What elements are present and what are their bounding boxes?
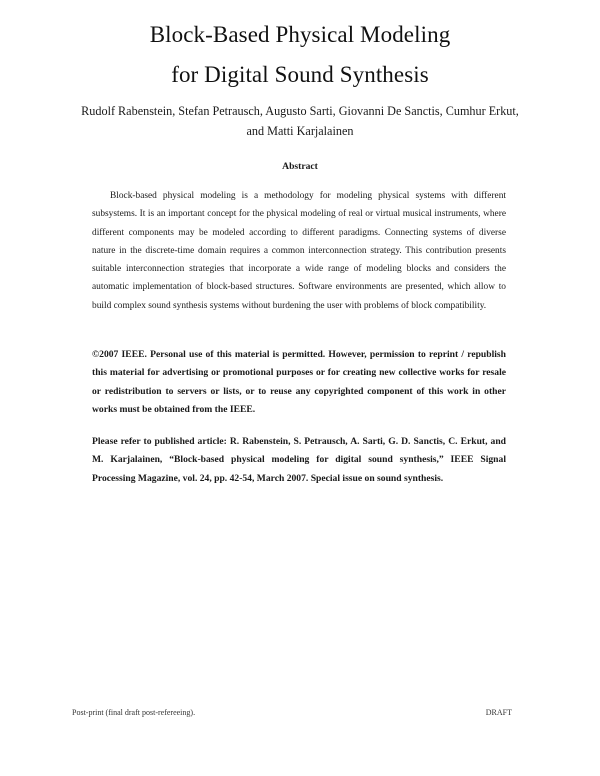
- abstract-heading: Abstract: [282, 161, 318, 172]
- paper-title-line-1: Block-Based Physical Modeling: [149, 22, 451, 47]
- authors-line-1: Rudolf Rabenstein, Stefan Petrausch, Augusto Sarti, Giovanni De Sanctis, Cumhur Erkut,: [81, 104, 519, 118]
- authors-line-2: and Matti Karjalainen: [246, 124, 354, 138]
- paper-title-line-2: for Digital Sound Synthesis: [171, 62, 429, 87]
- reference-notice: Please refer to published article: R. Rabenstein, S. Petrausch, A. Sarti, G. D. Sanctis, C. Erkut, and M. Karjalainen, “Block-based physical modeling for digital sound synthesis,” IEEE Signal Processing Magazine, vol. 24, pp. 42-54, March 2007. Special issue on sound synthesis.: [92, 436, 506, 484]
- footer-postprint-note: Post-print (final draft post-refereeing).: [72, 708, 196, 717]
- copyright-notice: ©2007 IEEE. Personal use of this material is permitted. However, permission to reprint / republish this material for advertising or promotional purposes or for creating new collective works for resale or redistribution to servers or lists, or to reuse any copyrighted component of this work in other works must be obtained from the IEEE.: [92, 349, 506, 415]
- footer-draft-label: DRAFT: [485, 708, 512, 717]
- abstract-text: Block-based physical modeling is a methodology for modeling physical systems with different subsystems. It is an important concept for the physical modeling of real or virtual musical instruments, where different components may be modeled according to different paradigms. Connecting systems of diverse nature in the discrete-time domain requires a common interconnection strategy. This contribution presents suitable interconnection strategies that incorporate a wide range of modeling blocks and considers the automatic implementation of block-based structures. Software environments are presented, which allow to build complex sound synthesis systems without burdening the user with problems of block compatibility.: [92, 191, 506, 311]
